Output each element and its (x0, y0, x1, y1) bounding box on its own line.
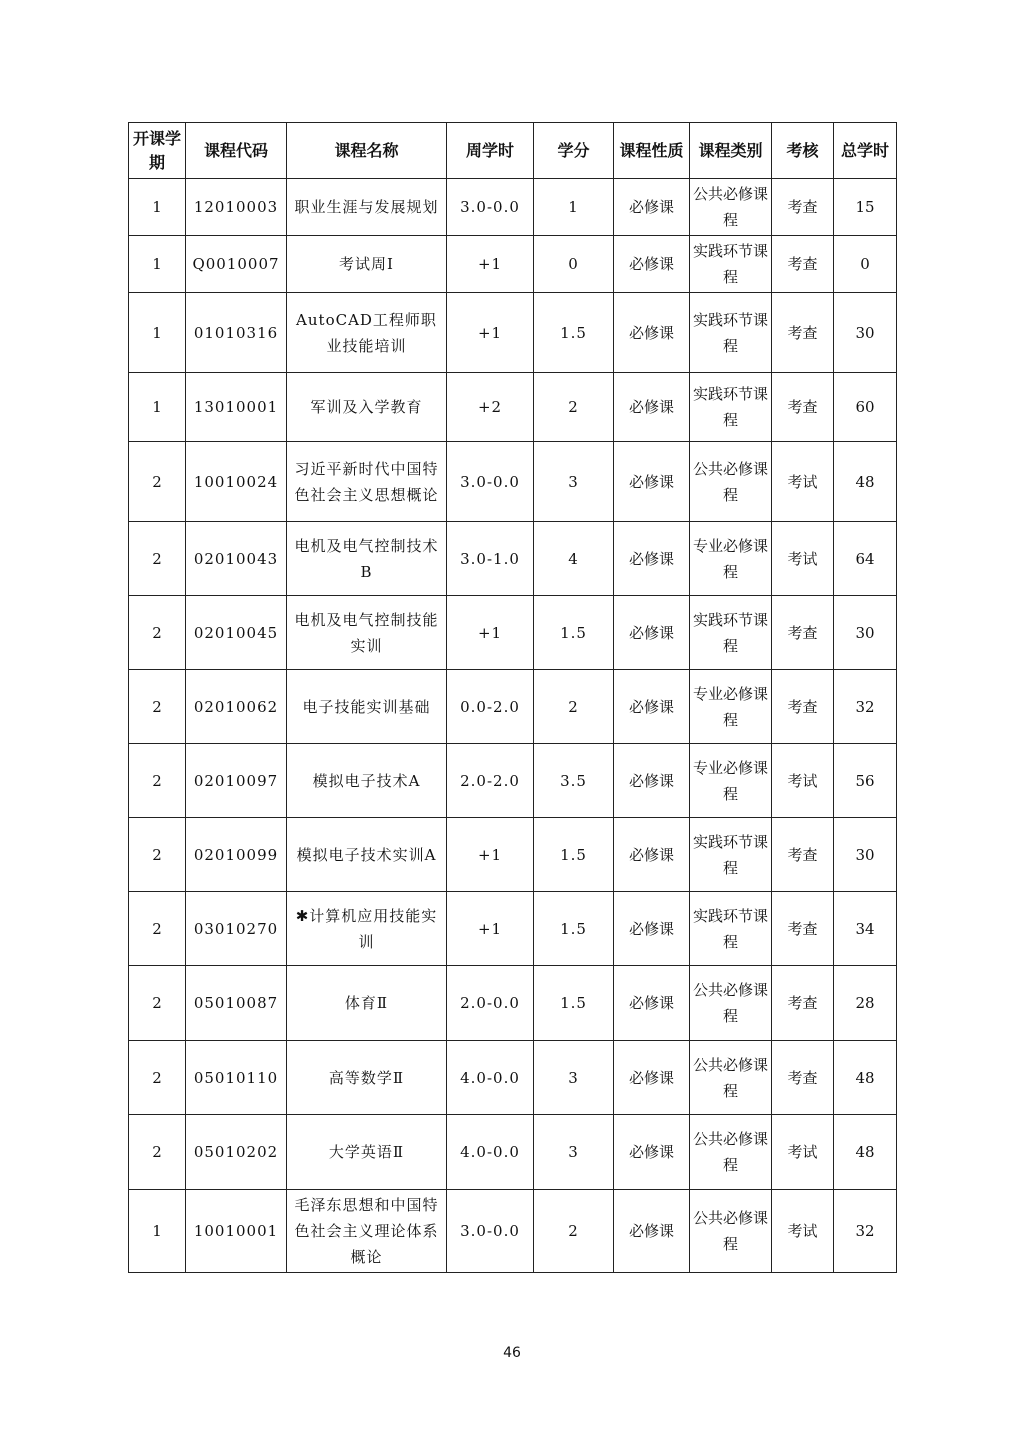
cell-term: 2 (129, 670, 186, 744)
cell-weekly-hours: +1 (447, 892, 534, 966)
cell-assessment: 考查 (772, 1041, 834, 1115)
cell-credits: 2 (534, 373, 614, 442)
cell-term: 2 (129, 892, 186, 966)
cell-credits: 1.5 (534, 966, 614, 1041)
cell-credits: 3 (534, 1115, 614, 1190)
cell-credits: 1.5 (534, 293, 614, 373)
cell-code: 05010202 (186, 1115, 287, 1190)
cell-category: 公共必修课程 (690, 179, 772, 236)
cell-total-hours: 30 (834, 818, 897, 892)
cell-code: 13010001 (186, 373, 287, 442)
cell-total-hours: 64 (834, 522, 897, 596)
table-row (129, 236, 897, 293)
table-row (129, 744, 897, 818)
cell-term: 2 (129, 1115, 186, 1190)
header-total-hours: 总学时 (834, 123, 897, 179)
cell-name: AutoCAD工程师职业技能培训 (287, 293, 447, 373)
cell-category: 公共必修课程 (690, 1190, 772, 1273)
cell-credits: 3.5 (534, 744, 614, 818)
cell-nature: 必修课 (614, 293, 690, 373)
cell-nature: 必修课 (614, 179, 690, 236)
header-term: 开课学期 (129, 123, 186, 179)
cell-category: 专业必修课程 (690, 744, 772, 818)
cell-term: 2 (129, 744, 186, 818)
cell-category: 公共必修课程 (690, 1115, 772, 1190)
cell-category: 专业必修课程 (690, 522, 772, 596)
header-credits: 学分 (534, 123, 614, 179)
table-row (129, 373, 897, 442)
table-row (129, 1190, 897, 1273)
table-body (129, 179, 897, 1273)
cell-credits: 3 (534, 442, 614, 522)
cell-name: 军训及入学教育 (287, 373, 447, 442)
cell-code: 12010003 (186, 179, 287, 236)
cell-term: 1 (129, 179, 186, 236)
cell-name: ✱计算机应用技能实训 (287, 892, 447, 966)
cell-term: 1 (129, 293, 186, 373)
table-header-row (129, 123, 897, 179)
cell-nature: 必修课 (614, 522, 690, 596)
cell-category: 公共必修课程 (690, 1041, 772, 1115)
cell-total-hours: 48 (834, 442, 897, 522)
cell-name: 模拟电子技术实训A (287, 818, 447, 892)
cell-name: 习近平新时代中国特色社会主义思想概论 (287, 442, 447, 522)
header-nature: 课程性质 (614, 123, 690, 179)
cell-term: 2 (129, 1041, 186, 1115)
cell-weekly-hours: +1 (447, 596, 534, 670)
cell-term: 1 (129, 373, 186, 442)
table-row (129, 522, 897, 596)
cell-term: 1 (129, 1190, 186, 1273)
cell-assessment: 考试 (772, 522, 834, 596)
cell-code: 10010024 (186, 442, 287, 522)
cell-total-hours: 15 (834, 179, 897, 236)
header-name: 课程名称 (287, 123, 447, 179)
table-row (129, 892, 897, 966)
cell-name: 电机及电气控制技能实训 (287, 596, 447, 670)
cell-category: 专业必修课程 (690, 670, 772, 744)
cell-name: 高等数学Ⅱ (287, 1041, 447, 1115)
cell-total-hours: 48 (834, 1041, 897, 1115)
cell-name: 电机及电气控制技术B (287, 522, 447, 596)
table-row (129, 966, 897, 1041)
cell-code: 02010043 (186, 522, 287, 596)
page-number: 46 (503, 1345, 521, 1361)
cell-weekly-hours: 0.0-2.0 (447, 670, 534, 744)
table-row (129, 442, 897, 522)
cell-credits: 4 (534, 522, 614, 596)
cell-nature: 必修课 (614, 236, 690, 293)
cell-credits: 0 (534, 236, 614, 293)
cell-name: 考试周Ⅰ (287, 236, 447, 293)
cell-total-hours: 32 (834, 1190, 897, 1273)
cell-assessment: 考试 (772, 442, 834, 522)
cell-credits: 2 (534, 1190, 614, 1273)
cell-credits: 2 (534, 670, 614, 744)
cell-category: 公共必修课程 (690, 442, 772, 522)
cell-code: Q0010007 (186, 236, 287, 293)
cell-name: 电子技能实训基础 (287, 670, 447, 744)
cell-category: 实践环节课程 (690, 236, 772, 293)
cell-assessment: 考查 (772, 373, 834, 442)
cell-weekly-hours: 2.0-2.0 (447, 744, 534, 818)
cell-assessment: 考查 (772, 818, 834, 892)
cell-nature: 必修课 (614, 1190, 690, 1273)
cell-name: 毛泽东思想和中国特色社会主义理论体系概论 (287, 1190, 447, 1273)
cell-credits: 1.5 (534, 596, 614, 670)
cell-category: 实践环节课程 (690, 818, 772, 892)
cell-name: 大学英语Ⅱ (287, 1115, 447, 1190)
cell-term: 2 (129, 522, 186, 596)
cell-weekly-hours: 3.0-0.0 (447, 442, 534, 522)
cell-nature: 必修课 (614, 373, 690, 442)
header-assessment: 考核 (772, 123, 834, 179)
cell-total-hours: 30 (834, 293, 897, 373)
cell-nature: 必修课 (614, 1041, 690, 1115)
cell-weekly-hours: +2 (447, 373, 534, 442)
cell-term: 2 (129, 966, 186, 1041)
cell-total-hours: 60 (834, 373, 897, 442)
cell-assessment: 考试 (772, 1115, 834, 1190)
cell-assessment: 考查 (772, 596, 834, 670)
cell-term: 1 (129, 236, 186, 293)
cell-category: 公共必修课程 (690, 966, 772, 1041)
cell-assessment: 考试 (772, 744, 834, 818)
cell-category: 实践环节课程 (690, 293, 772, 373)
cell-code: 05010087 (186, 966, 287, 1041)
cell-nature: 必修课 (614, 442, 690, 522)
cell-code: 03010270 (186, 892, 287, 966)
cell-assessment: 考试 (772, 1190, 834, 1273)
table-row (129, 596, 897, 670)
cell-category: 实践环节课程 (690, 596, 772, 670)
cell-weekly-hours: 2.0-0.0 (447, 966, 534, 1041)
course-table (128, 122, 897, 1273)
cell-weekly-hours: +1 (447, 236, 534, 293)
cell-weekly-hours: 4.0-0.0 (447, 1115, 534, 1190)
cell-code: 02010099 (186, 818, 287, 892)
table-row (129, 1115, 897, 1190)
cell-term: 2 (129, 596, 186, 670)
cell-nature: 必修课 (614, 966, 690, 1041)
cell-term: 2 (129, 442, 186, 522)
cell-nature: 必修课 (614, 818, 690, 892)
cell-total-hours: 0 (834, 236, 897, 293)
cell-code: 02010045 (186, 596, 287, 670)
cell-nature: 必修课 (614, 596, 690, 670)
cell-weekly-hours: 4.0-0.0 (447, 1041, 534, 1115)
cell-category: 实践环节课程 (690, 373, 772, 442)
cell-assessment: 考查 (772, 179, 834, 236)
cell-nature: 必修课 (614, 744, 690, 818)
cell-weekly-hours: +1 (447, 818, 534, 892)
cell-name: 职业生涯与发展规划 (287, 179, 447, 236)
cell-term: 2 (129, 818, 186, 892)
cell-name: 模拟电子技术A (287, 744, 447, 818)
cell-code: 02010062 (186, 670, 287, 744)
cell-weekly-hours: 3.0-0.0 (447, 1190, 534, 1273)
table-row (129, 818, 897, 892)
cell-total-hours: 56 (834, 744, 897, 818)
cell-credits: 1.5 (534, 818, 614, 892)
cell-weekly-hours: 3.0-0.0 (447, 179, 534, 236)
cell-code: 10010001 (186, 1190, 287, 1273)
cell-credits: 1 (534, 179, 614, 236)
cell-credits: 3 (534, 1041, 614, 1115)
cell-weekly-hours: 3.0-1.0 (447, 522, 534, 596)
header-code: 课程代码 (186, 123, 287, 179)
cell-nature: 必修课 (614, 892, 690, 966)
cell-category: 实践环节课程 (690, 892, 772, 966)
cell-total-hours: 48 (834, 1115, 897, 1190)
cell-assessment: 考查 (772, 236, 834, 293)
table-row (129, 1041, 897, 1115)
cell-assessment: 考查 (772, 293, 834, 373)
table-row (129, 179, 897, 236)
cell-assessment: 考查 (772, 892, 834, 966)
cell-total-hours: 34 (834, 892, 897, 966)
cell-nature: 必修课 (614, 1115, 690, 1190)
cell-name: 体育Ⅱ (287, 966, 447, 1041)
cell-credits: 1.5 (534, 892, 614, 966)
cell-total-hours: 28 (834, 966, 897, 1041)
cell-total-hours: 30 (834, 596, 897, 670)
cell-assessment: 考查 (772, 670, 834, 744)
cell-nature: 必修课 (614, 670, 690, 744)
cell-code: 05010110 (186, 1041, 287, 1115)
cell-code: 01010316 (186, 293, 287, 373)
table-row (129, 293, 897, 373)
table-row (129, 670, 897, 744)
cell-assessment: 考查 (772, 966, 834, 1041)
cell-code: 02010097 (186, 744, 287, 818)
cell-weekly-hours: +1 (447, 293, 534, 373)
header-weekly-hours: 周学时 (447, 123, 534, 179)
cell-total-hours: 32 (834, 670, 897, 744)
header-category: 课程类别 (690, 123, 772, 179)
